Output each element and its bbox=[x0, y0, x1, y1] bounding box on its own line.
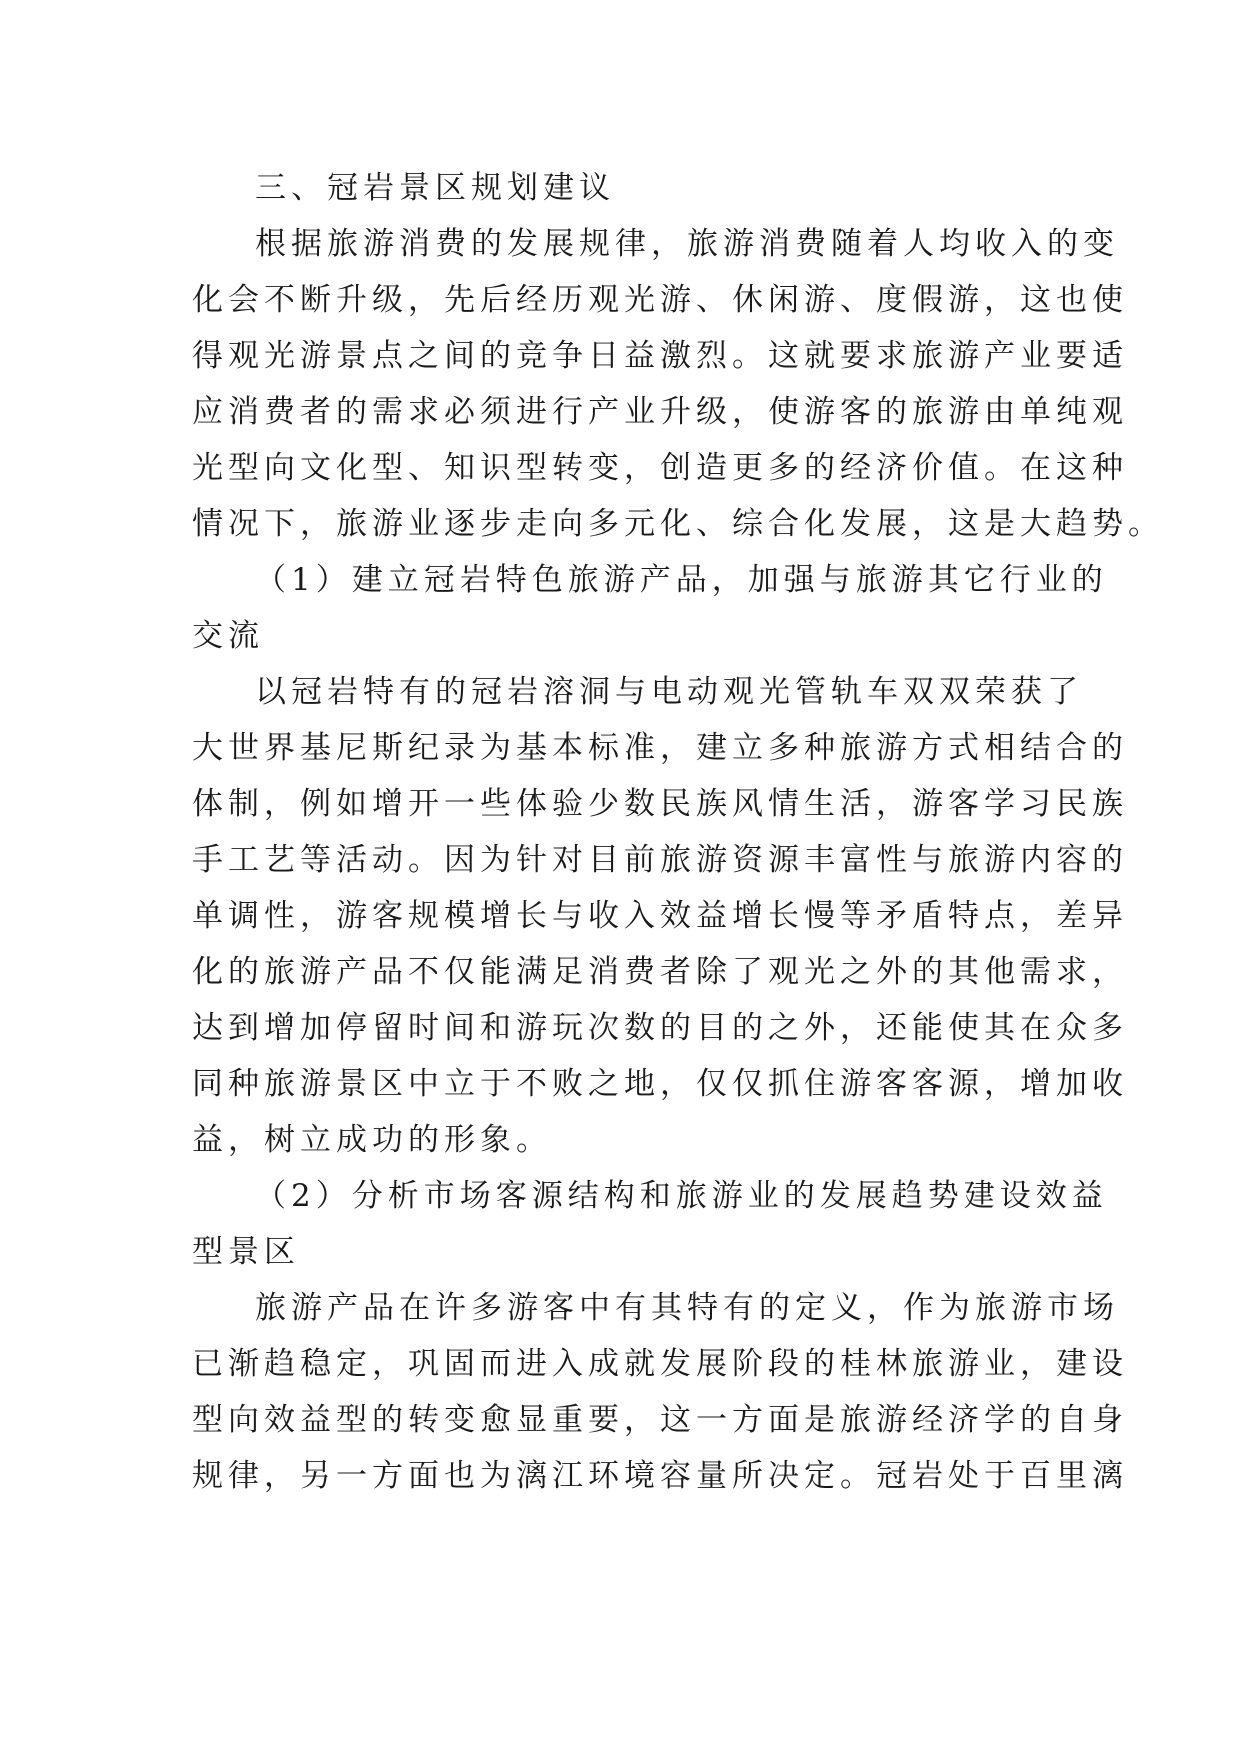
document-body bbox=[192, 160, 1164, 1504]
paragraph-line: 规律，另一方面也为漓江环境容量所决定。冠岩处于百里漓 bbox=[192, 1458, 1128, 1494]
subheading-line: 型景区 bbox=[192, 1234, 300, 1270]
paragraph-line: 益，树立成功的形象。 bbox=[192, 1122, 552, 1158]
paragraph-line: 光型向文化型、知识型转变，创造更多的经济价值。在这种 bbox=[192, 450, 1128, 486]
paragraph-line: 体制，例如增开一些体验少数民族风情生活，游客学习民族 bbox=[192, 786, 1128, 822]
paragraph-line: 单调性，游客规模增长与收入效益增长慢等矛盾特点，差异 bbox=[192, 898, 1128, 934]
paragraph-line: 化的旅游产品不仅能满足消费者除了观光之外的其他需求， bbox=[192, 954, 1128, 990]
subheading-1 bbox=[192, 552, 1108, 664]
paragraph-line: 同种旅游景区中立于不败之地，仅仅抓住游客客源，增加收 bbox=[192, 1066, 1128, 1102]
subheading-line: （1）建立冠岩特色旅游产品，加强与旅游其它行业的 bbox=[255, 562, 1108, 598]
subheading-line: 交流 bbox=[192, 618, 264, 654]
subheading-line: （2）分析市场客源结构和旅游业的发展趋势建设效益 bbox=[255, 1178, 1108, 1214]
paragraph-line: 化会不断升级，先后经历观光游、休闲游、度假游，这也使 bbox=[192, 282, 1128, 318]
section-heading: 三、冠岩景区规划建议 bbox=[255, 170, 615, 206]
paragraph-line: 以冠岩特有的冠岩溶洞与电动观光管轨车双双荣获了 bbox=[255, 674, 1083, 710]
subheading-2 bbox=[192, 1168, 1108, 1280]
paragraph-2 bbox=[192, 664, 1128, 1168]
paragraph-1 bbox=[192, 216, 1164, 552]
paragraph-line: 大世界基尼斯纪录为基本标准，建立多种旅游方式相结合的 bbox=[192, 730, 1128, 766]
paragraph-line: 得观光游景点之间的竞争日益激烈。这就要求旅游产业要适 bbox=[192, 338, 1128, 374]
paragraph-line: 情况下，旅游业逐步走向多元化、综合化发展，这是大趋势。 bbox=[192, 506, 1164, 542]
paragraph-line: 达到增加停留时间和游玩次数的目的之外，还能使其在众多 bbox=[192, 1010, 1128, 1046]
paragraph-line: 已渐趋稳定，巩固而进入成就发展阶段的桂林旅游业，建设 bbox=[192, 1346, 1128, 1382]
paragraph-3 bbox=[192, 1280, 1128, 1504]
paragraph-line: 旅游产品在许多游客中有其特有的定义，作为旅游市场 bbox=[255, 1290, 1119, 1326]
paragraph-line: 根据旅游消费的发展规律，旅游消费随着人均收入的变 bbox=[255, 226, 1119, 262]
paragraph-line: 手工艺等活动。因为针对目前旅游资源丰富性与旅游内容的 bbox=[192, 842, 1128, 878]
paragraph-line: 型向效益型的转变愈显重要，这一方面是旅游经济学的自身 bbox=[192, 1402, 1128, 1438]
paragraph-line: 应消费者的需求必须进行产业升级，使游客的旅游由单纯观 bbox=[192, 394, 1128, 430]
